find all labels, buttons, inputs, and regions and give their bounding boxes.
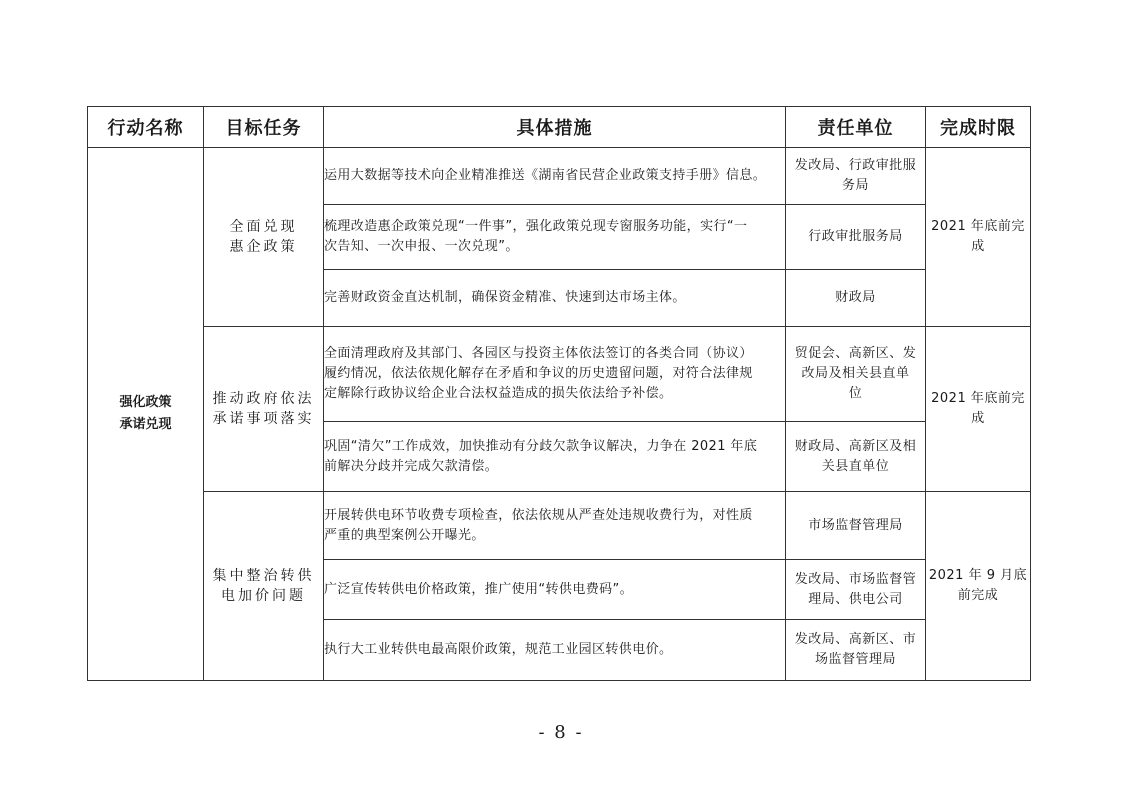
target-task-line: 全面兑现 [229,219,298,235]
header-deadline: 完成时限 [926,107,1031,148]
measure-cell [324,327,786,422]
responsible-unit-cell [786,560,926,620]
table-row [88,492,1031,560]
deadline-cell [926,148,1031,327]
measure-line: 开展转供电环节收费专项检查，依法依规从严查处违规收费行为，对性质 [324,507,753,523]
deadline-cell [926,492,1031,681]
deadline-line: 2021 年底前完 [931,391,1025,406]
measure-cell [324,422,786,492]
action-plan-table [87,106,1031,681]
measure-cell [324,560,786,620]
target-task-line: 电加价问题 [221,588,306,604]
unit-line: 发改局、高新区、市 [794,632,917,647]
measure-line: 运用大数据等技术向企业精准推送《湖南省民营企业政策支持手册》信息。 [324,168,767,183]
deadline-line: 成 [971,239,985,254]
action-name-cell [88,148,204,681]
target-task-line: 推动政府依法 [212,391,315,407]
responsible-unit-cell [786,270,926,327]
page-number: - 8 - [538,722,584,743]
unit-line: 理局、供电公司 [808,591,903,607]
responsible-unit-cell [786,327,926,422]
unit-line: 场监督管理局 [814,652,896,667]
unit-line: 财政局 [835,290,876,305]
deadline-line: 2021 年 9 月底 [928,568,1028,583]
action-name-line: 承诺兑现 [119,417,172,432]
table-row [88,148,1031,205]
unit-line: 关县直单位 [821,458,890,474]
measure-line: 梳理改造惠企政策兑现“一件事”，强化政策兑现专窗服务功能，实行“一 [324,219,748,234]
header-responsible-unit: 责任单位 [786,107,926,148]
measure-line: 广泛宣传转供电价格政策，推广使用“转供电费码”。 [324,581,634,597]
unit-line: 市场监督管理局 [808,517,903,533]
unit-line: 行政审批服务局 [808,229,903,244]
target-task-cell [204,148,324,327]
target-task-cell [204,492,324,681]
header-action-name: 行动名称 [88,107,204,148]
measure-line: 完善财政资金直达机制，确保资金精准、快速到达市场主体。 [324,290,686,305]
deadline-line: 成 [971,411,985,426]
measure-line: 次告知、一次申报、一次兑现”。 [324,239,519,254]
unit-line: 位 [848,386,863,401]
table-row [88,327,1031,422]
header-measures: 具体措施 [324,107,786,148]
deadline-cell [926,327,1031,492]
target-task-line: 承诺事项落实 [212,411,315,427]
responsible-unit-cell [786,205,926,270]
responsible-unit-cell [786,620,926,681]
measure-line: 前解决分歧并完成欠款清偿。 [324,458,499,474]
measure-cell [324,620,786,681]
deadline-line: 2021 年底前完 [931,219,1025,234]
unit-line: 发改局、市场监督管 [794,571,917,587]
target-task-cell [204,327,324,492]
measure-cell [324,270,786,327]
unit-line: 务局 [841,178,869,193]
unit-line: 发改局、行政审批服 [794,158,917,173]
unit-line: 改局及相关县直单 [801,366,910,381]
target-task-line: 集中整治转供 [212,568,315,584]
action-name-line: 强化政策 [119,395,172,410]
measure-line: 巩固“清欠”工作成效，加快推动有分歧欠款争议解决，力争在 2021 年底 [324,438,758,454]
header-row [88,107,1031,148]
header-target-task: 目标任务 [204,107,324,148]
responsible-unit-cell [786,492,926,560]
measure-cell [324,492,786,560]
unit-line: 财政局、高新区及相 [794,438,917,454]
measure-line: 履约情况，依法依规化解存在矛盾和争议的历史遗留问题，对符合法律规 [324,366,753,381]
deadline-line: 前完成 [957,588,999,603]
measure-line: 执行大工业转供电最高限价政策，规范工业园区转供电价。 [324,642,673,657]
measure-line: 严重的典型案例公开曝光。 [324,527,485,543]
measure-line: 定解除行政协议给企业合法权益造成的损失依法给予补偿。 [324,386,673,401]
measure-line: 全面清理政府及其部门、各园区与投资主体依法签订的各类合同（协议） [324,346,753,361]
responsible-unit-cell [786,148,926,205]
target-task-line: 惠企政策 [229,239,298,255]
measure-cell [324,205,786,270]
responsible-unit-cell [786,422,926,492]
unit-line: 贸促会、高新区、发 [794,346,917,361]
measure-cell [324,148,786,205]
